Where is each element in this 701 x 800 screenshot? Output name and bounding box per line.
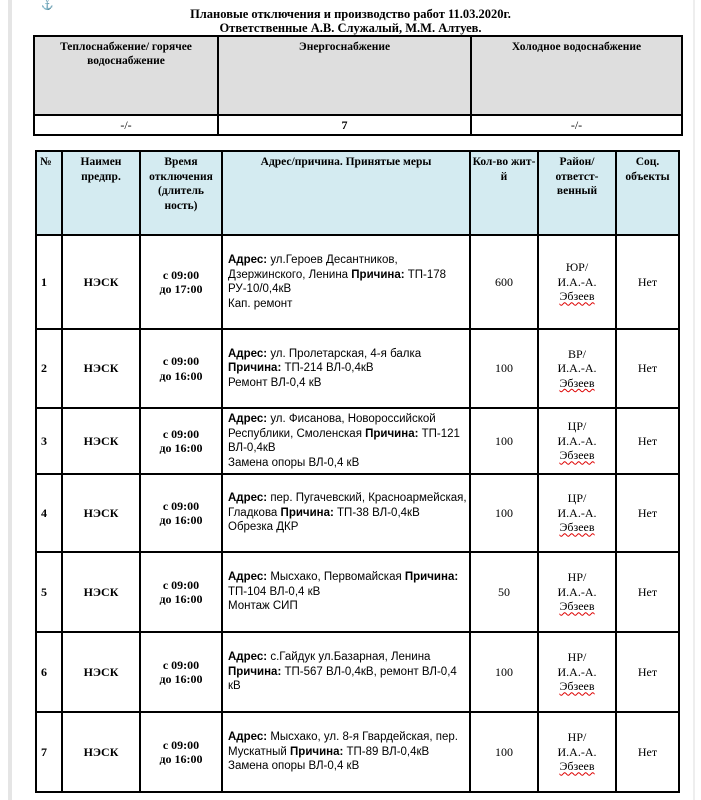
row-address bbox=[222, 408, 470, 474]
row-time bbox=[140, 632, 222, 712]
row-social: Нет bbox=[616, 235, 679, 329]
document-title bbox=[0, 7, 701, 35]
responsible-name: Эбзеев bbox=[559, 759, 595, 774]
row-org: НЭСК bbox=[62, 632, 140, 712]
row-social: Нет bbox=[616, 712, 679, 792]
measures-text: Замена опоры ВЛ-0,4 кВ bbox=[228, 760, 360, 773]
reason-text: ТП-104 ВЛ-0,4 кВ bbox=[228, 585, 321, 598]
row-num: 7 bbox=[36, 712, 62, 792]
row-count: 50 bbox=[470, 552, 538, 632]
responsible-initials: И.А.-А. bbox=[557, 274, 597, 289]
reason-text: ТП-214 ВЛ-0,4кВ bbox=[284, 362, 374, 375]
reason-label: Причина: bbox=[365, 427, 419, 440]
header-time: Время отключения (длитель ность) bbox=[140, 151, 222, 235]
district-code: НР/ bbox=[567, 730, 587, 745]
row-district bbox=[538, 712, 616, 792]
measures-text: Монтаж СИП bbox=[228, 600, 298, 613]
time-from: с 09:00 bbox=[162, 426, 200, 441]
table-row bbox=[36, 329, 679, 408]
table-body bbox=[36, 235, 679, 792]
reason-label: Причина: bbox=[351, 268, 405, 281]
address-text: ул.Героев Десантников, Дзержинского, Ленина bbox=[228, 254, 398, 281]
summary-header-power: Энергоснабжение bbox=[218, 36, 471, 115]
responsible-initials: И.А.-А. bbox=[557, 433, 597, 448]
row-social: Нет bbox=[616, 632, 679, 712]
row-district bbox=[538, 235, 616, 329]
district-code: ЮР/ bbox=[565, 260, 589, 275]
responsible-initials: И.А.-А. bbox=[557, 505, 597, 520]
table-row bbox=[36, 474, 679, 552]
row-time bbox=[140, 474, 222, 552]
address-text: с.Гайдук ул.Базарная, Ленина bbox=[270, 651, 431, 664]
summary-table bbox=[33, 35, 683, 136]
row-address bbox=[222, 329, 470, 408]
address-text: ул. Фисанова, Новороссийской Республики, Смоленская bbox=[228, 413, 436, 440]
title-line-2: Ответственные А.В. Служалый, М.М. Алтуев. bbox=[219, 21, 482, 35]
table-row bbox=[36, 408, 679, 474]
row-district bbox=[538, 632, 616, 712]
row-num: 6 bbox=[36, 632, 62, 712]
summary-header-heating: Теплоснабжение/ горячее водоснабжение bbox=[34, 36, 218, 115]
row-social: Нет bbox=[616, 329, 679, 408]
row-count: 100 bbox=[470, 474, 538, 552]
row-num: 3 bbox=[36, 408, 62, 474]
row-district bbox=[538, 329, 616, 408]
responsible-name: Эбзеев bbox=[559, 448, 595, 463]
district-code: НР/ bbox=[567, 570, 587, 585]
address-label: Адрес: bbox=[228, 571, 268, 584]
address-label: Адрес: bbox=[228, 413, 268, 425]
district-code: ЦР/ bbox=[567, 491, 587, 506]
row-address bbox=[222, 712, 470, 792]
row-org: НЭСК bbox=[62, 552, 140, 632]
responsible-name: Эбзеев bbox=[559, 520, 595, 535]
table-row bbox=[36, 712, 679, 792]
time-from: с 09:00 bbox=[162, 577, 200, 592]
address-text: Мысхако, ул. 8-я Гвардейская, пер. Мускатный bbox=[228, 731, 458, 758]
row-district bbox=[538, 408, 616, 474]
row-org: НЭСК bbox=[62, 712, 140, 792]
page-edge-right bbox=[693, 0, 695, 800]
row-time bbox=[140, 235, 222, 329]
responsible-initials: И.А.-А. bbox=[557, 744, 597, 759]
reason-label: Причина: bbox=[228, 665, 282, 678]
responsible-name: Эбзеев bbox=[559, 679, 595, 694]
outages-table bbox=[35, 150, 680, 793]
district-code: НР/ bbox=[567, 650, 587, 665]
address-text: Мысхако, Первомайская bbox=[270, 571, 402, 584]
address-label: Адрес: bbox=[228, 651, 268, 664]
header-social: Соц. объекты bbox=[616, 151, 679, 235]
reason-label: Причина: bbox=[228, 362, 282, 375]
time-from: с 09:00 bbox=[162, 498, 200, 513]
responsible-initials: И.А.-А. bbox=[557, 584, 597, 599]
row-address bbox=[222, 632, 470, 712]
row-address bbox=[222, 474, 470, 552]
reason-label: Причина: bbox=[404, 571, 459, 584]
row-org: НЭСК bbox=[62, 235, 140, 329]
district-code: ЦР/ bbox=[567, 419, 587, 434]
header-address: Адрес/причина. Принятые меры bbox=[222, 151, 470, 235]
summary-value-power: 7 bbox=[218, 115, 471, 135]
table-row bbox=[36, 235, 679, 329]
row-address bbox=[222, 552, 470, 632]
time-to: до 16:00 bbox=[159, 441, 203, 455]
row-district bbox=[538, 474, 616, 552]
time-from: с 09:00 bbox=[162, 267, 200, 282]
title-line-1: Плановые отключения и производство работ 11.03.2020г. bbox=[190, 7, 511, 21]
responsible-name: Эбзеев bbox=[559, 599, 595, 614]
time-from: с 09:00 bbox=[162, 657, 200, 672]
responsible-name: Эбзеев bbox=[559, 375, 595, 390]
reason-label: Причина: bbox=[280, 506, 334, 519]
time-to: до 16:00 bbox=[159, 752, 203, 766]
time-from: с 09:00 bbox=[162, 737, 200, 752]
row-org: НЭСК bbox=[62, 329, 140, 408]
row-count: 100 bbox=[470, 712, 538, 792]
header-district: Район/ ответст-венный bbox=[538, 151, 616, 235]
summary-value-heating: -/- bbox=[34, 115, 218, 135]
responsible-name: Эбзеев bbox=[559, 289, 595, 304]
measures-text: Ремонт ВЛ-0,4 кВ bbox=[228, 376, 322, 389]
summary-header-water: Холодное водоснабжение bbox=[471, 36, 682, 115]
row-num: 5 bbox=[36, 552, 62, 632]
reason-label: Причина: bbox=[290, 745, 344, 758]
address-text: пер. Пугачевский, Красноармейская, Гладкова bbox=[228, 492, 467, 519]
row-org: НЭСК bbox=[62, 474, 140, 552]
responsible-initials: И.А.-А. bbox=[557, 361, 597, 376]
page-edge bbox=[8, 0, 12, 800]
address-label: Адрес: bbox=[228, 347, 268, 360]
time-to: до 16:00 bbox=[159, 513, 203, 527]
reason-text: ТП-38 ВЛ-0,4кВ bbox=[337, 506, 420, 519]
row-time bbox=[140, 552, 222, 632]
row-count: 100 bbox=[470, 632, 538, 712]
row-count: 600 bbox=[470, 235, 538, 329]
header-org: Наимен предпр. bbox=[62, 151, 140, 235]
time-from: с 09:00 bbox=[162, 354, 200, 368]
measures-text: Замена опоры ВЛ-0,4 кВ bbox=[228, 456, 360, 469]
address-label: Адрес: bbox=[228, 254, 268, 266]
row-social: Нет bbox=[616, 552, 679, 632]
reason-text: ТП-178 РУ-10/0,4кВ bbox=[228, 268, 447, 295]
reason-text: ТП-121 ВЛ-0,4кВ bbox=[228, 427, 460, 454]
row-num: 2 bbox=[36, 329, 62, 408]
table-row bbox=[36, 632, 679, 712]
time-to: до 16:00 bbox=[159, 368, 203, 383]
row-time bbox=[140, 712, 222, 792]
row-time bbox=[140, 408, 222, 474]
reason-text: ТП-567 ВЛ-0,4кВ, ремонт ВЛ-0,4 кВ bbox=[228, 665, 457, 693]
address-label: Адрес: bbox=[228, 492, 268, 505]
measures-text: Кап. ремонт bbox=[228, 297, 293, 310]
summary-value-water: -/- bbox=[471, 115, 682, 135]
reason-text: ТП-89 ВЛ-0,4кВ bbox=[346, 745, 430, 758]
row-count: 100 bbox=[470, 329, 538, 408]
time-to: до 16:00 bbox=[159, 672, 203, 686]
table-header-row bbox=[36, 151, 679, 235]
row-num: 1 bbox=[36, 235, 62, 329]
paragraph-anchor-icon: ⚓ bbox=[41, 0, 54, 11]
address-label: Адрес: bbox=[228, 731, 268, 744]
header-num: № bbox=[36, 151, 62, 235]
row-org: НЭСК bbox=[62, 408, 140, 474]
row-district bbox=[538, 552, 616, 632]
row-num: 4 bbox=[36, 474, 62, 552]
measures-text: Обрезка ДКР bbox=[228, 521, 299, 534]
responsible-initials: И.А.-А. bbox=[557, 664, 597, 679]
row-social: Нет bbox=[616, 474, 679, 552]
header-count: Кол-во жит-й bbox=[470, 151, 538, 235]
address-text: ул. Пролетарская, 4-я балка bbox=[270, 347, 422, 360]
time-to: до 17:00 bbox=[159, 282, 203, 296]
row-social: Нет bbox=[616, 408, 679, 474]
time-to: до 16:00 bbox=[159, 592, 203, 606]
table-row bbox=[36, 552, 679, 632]
row-count: 100 bbox=[470, 408, 538, 474]
district-code: ВР/ bbox=[567, 346, 586, 361]
row-time bbox=[140, 329, 222, 408]
row-address bbox=[222, 235, 470, 329]
